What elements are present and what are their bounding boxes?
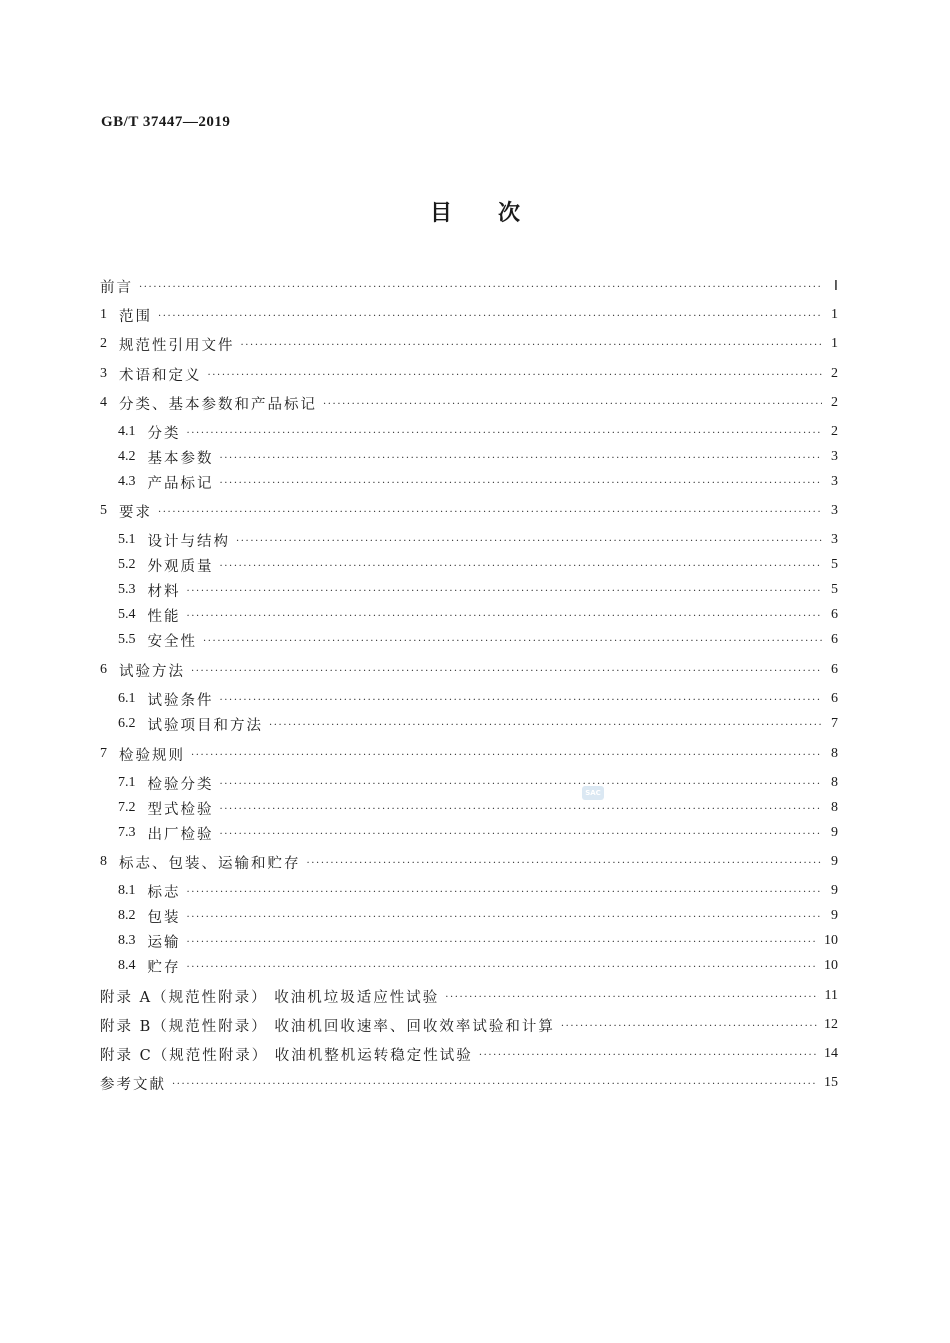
toc-entry-label: 检验规则	[119, 747, 185, 764]
toc-entry-label: 贮存	[147, 959, 181, 976]
sac-watermark: SAC	[582, 786, 604, 800]
toc-entry-page: 1	[831, 307, 838, 322]
dot-leader	[241, 340, 823, 351]
dot-leader	[191, 666, 822, 677]
toc-entry[interactable]	[118, 821, 838, 845]
toc-entry[interactable]	[118, 603, 838, 627]
dot-leader	[220, 453, 823, 464]
toc-entry-number: 4	[100, 395, 107, 410]
toc-entry-page: 2	[831, 395, 838, 410]
toc-entry-number: 7	[100, 746, 107, 761]
toc-entry-page: 14	[824, 1046, 838, 1061]
toc-entry-page: 9	[831, 854, 838, 869]
toc-entry-page: 3	[831, 474, 838, 489]
toc-entry-page: 5	[831, 557, 838, 572]
toc-entry-page: Ⅰ	[833, 278, 838, 294]
toc-entry[interactable]	[118, 628, 838, 652]
toc-entry-number: 8.2	[118, 908, 136, 923]
toc-entry-page: 8	[831, 746, 838, 761]
toc-entry-label: 参考文献	[100, 1076, 166, 1093]
dot-leader	[139, 282, 822, 293]
toc-entry-label: 附录 C（规范性附录） 收油机整机运转稳定性试验	[100, 1047, 473, 1064]
toc-entry-label: 分类	[147, 425, 181, 442]
toc-entry-label: 外观质量	[147, 558, 214, 575]
toc-entry-number: 8.3	[118, 933, 136, 948]
dot-leader	[158, 507, 822, 518]
toc-entry-page: 8	[831, 775, 838, 790]
toc-entry[interactable]	[118, 553, 838, 577]
toc-entry[interactable]	[118, 929, 838, 953]
toc-entry[interactable]	[100, 1013, 838, 1037]
dot-leader	[220, 829, 823, 840]
dot-leader	[220, 561, 823, 572]
toc-entry[interactable]	[118, 687, 838, 711]
toc-entry-number: 5.2	[118, 557, 136, 572]
toc-entry[interactable]	[118, 712, 838, 736]
toc-entry[interactable]	[118, 528, 838, 552]
dot-leader	[187, 586, 823, 597]
toc-entry[interactable]	[118, 578, 838, 602]
toc-entry-page: 6	[831, 691, 838, 706]
dot-leader	[187, 937, 819, 948]
dot-leader	[187, 611, 823, 622]
toc-entry-number: 8	[100, 854, 107, 869]
toc-entry-page: 6	[831, 607, 838, 622]
toc-entry-number: 1	[100, 307, 107, 322]
toc-entry-number: 5	[100, 503, 107, 518]
toc-entry-page: 10	[824, 933, 838, 948]
toc-entry-page: 2	[831, 366, 838, 381]
toc-entry-number: 5.3	[118, 582, 136, 597]
dot-leader	[445, 992, 818, 1003]
dot-leader	[220, 478, 823, 489]
toc-entry[interactable]	[100, 499, 838, 523]
toc-entry-page: 6	[831, 662, 838, 677]
toc-entry-label: 运输	[147, 934, 181, 951]
toc-entry[interactable]	[118, 445, 838, 469]
toc-entry-label: 标志	[147, 884, 181, 901]
toc-entry-label: 附录 B（规范性附录） 收油机回收速率、回收效率试验和计算	[100, 1018, 555, 1035]
toc-entry-label: 基本参数	[147, 450, 214, 467]
toc-entry-label: 试验方法	[119, 663, 185, 680]
toc-entry-page: 2	[831, 424, 838, 439]
toc-entry-page: 3	[831, 503, 838, 518]
toc-entry[interactable]	[100, 658, 838, 682]
toc-entry-page: 8	[831, 800, 838, 815]
toc-entry-page: 3	[831, 532, 838, 547]
toc-entry-label: 设计与结构	[147, 533, 230, 550]
dot-leader	[220, 695, 823, 706]
toc-entry-number: 4.3	[118, 474, 136, 489]
toc-entry-label: 包装	[147, 909, 181, 926]
toc-entry-number: 7.1	[118, 775, 136, 790]
toc-entry[interactable]	[100, 1042, 838, 1066]
dot-leader	[220, 779, 823, 790]
toc-entry-number: 4.2	[118, 449, 136, 464]
toc-entry-number: 6	[100, 662, 107, 677]
toc-entry-number: 8.1	[118, 883, 136, 898]
toc-entry-number: 5.5	[118, 632, 136, 647]
toc-entry[interactable]	[100, 850, 838, 874]
toc-entry-label: 出厂检验	[147, 826, 214, 843]
toc-entry[interactable]	[100, 742, 838, 766]
dot-leader	[187, 887, 823, 898]
toc-entry-page: 11	[824, 988, 838, 1003]
toc-entry[interactable]	[100, 1071, 838, 1095]
toc-entry-label: 产品标记	[147, 475, 214, 492]
toc-entry-label: 分类、基本参数和产品标记	[119, 396, 317, 413]
toc-entry-number: 5.1	[118, 532, 136, 547]
dot-leader	[187, 912, 823, 923]
dot-leader	[220, 804, 823, 815]
toc-entry[interactable]	[100, 332, 838, 356]
toc-entry[interactable]	[100, 984, 838, 1008]
toc-entry[interactable]	[118, 904, 838, 928]
toc-entry-page: 3	[831, 449, 838, 464]
toc-entry-label: 范围	[119, 308, 152, 325]
dot-leader	[191, 750, 822, 761]
dot-leader	[323, 399, 822, 410]
dot-leader	[172, 1079, 818, 1090]
dot-leader	[307, 858, 823, 869]
standard-number: GB/T 37447—2019	[101, 114, 231, 130]
toc-entry-page: 9	[831, 883, 838, 898]
dot-leader	[158, 311, 822, 322]
toc-entry-label: 要求	[119, 504, 152, 521]
page-title: 目次	[429, 201, 566, 226]
toc-entry[interactable]	[118, 954, 838, 978]
toc-entry-label: 标志、包装、运输和贮存	[119, 855, 301, 872]
toc-entry-label: 性能	[147, 608, 181, 625]
toc-entry[interactable]	[118, 796, 838, 820]
toc-entry[interactable]	[118, 420, 838, 444]
toc-entry[interactable]	[100, 274, 838, 298]
toc-entry-page: 6	[831, 632, 838, 647]
toc-entry-number: 5.4	[118, 607, 136, 622]
toc-entry-page: 12	[824, 1017, 838, 1032]
dot-leader	[208, 370, 823, 381]
toc-entry-page: 9	[831, 825, 838, 840]
toc-entry-page: 9	[831, 908, 838, 923]
dot-leader	[561, 1021, 818, 1032]
toc-entry-number: 2	[100, 336, 107, 351]
dot-leader	[479, 1050, 818, 1061]
dot-leader	[269, 720, 822, 731]
toc-entry-label: 附录 A（规范性附录） 收油机垃圾适应性试验	[100, 989, 440, 1006]
toc-entry-number: 3	[100, 366, 107, 381]
toc-entry-page: 7	[831, 716, 838, 731]
toc-entry-number: 8.4	[118, 958, 136, 973]
toc-entry-page: 1	[831, 336, 838, 351]
dot-leader	[236, 536, 822, 547]
toc-entry-label: 安全性	[147, 633, 197, 650]
dot-leader	[187, 428, 823, 439]
toc-entry-label: 前言	[100, 279, 133, 296]
toc-entry-page: 15	[824, 1075, 838, 1090]
toc-entry-page: 5	[831, 582, 838, 597]
toc-entry-label: 规范性引用文件	[119, 337, 235, 354]
toc-entry-label: 型式检验	[147, 801, 214, 818]
toc-entry-label: 术语和定义	[119, 367, 202, 384]
dot-leader	[187, 962, 819, 973]
toc-entry[interactable]	[118, 470, 838, 494]
toc-entry-number: 7.2	[118, 800, 136, 815]
toc-entry-label: 试验条件	[147, 692, 214, 709]
toc-entry-label: 材料	[147, 583, 181, 600]
dot-leader	[203, 636, 822, 647]
toc-entry[interactable]	[118, 879, 838, 903]
toc-entry-page: 10	[824, 958, 838, 973]
toc-entry[interactable]	[100, 391, 838, 415]
toc-entry-number: 7.3	[118, 825, 136, 840]
toc-entry[interactable]	[118, 771, 838, 795]
toc-entry[interactable]	[100, 303, 838, 327]
toc-entry[interactable]	[100, 362, 838, 386]
toc-entry-number: 6.2	[118, 716, 136, 731]
toc-entry-label: 检验分类	[147, 776, 214, 793]
toc-entry-number: 4.1	[118, 424, 136, 439]
toc-entry-label: 试验项目和方法	[147, 717, 263, 734]
toc-entry-number: 6.1	[118, 691, 136, 706]
